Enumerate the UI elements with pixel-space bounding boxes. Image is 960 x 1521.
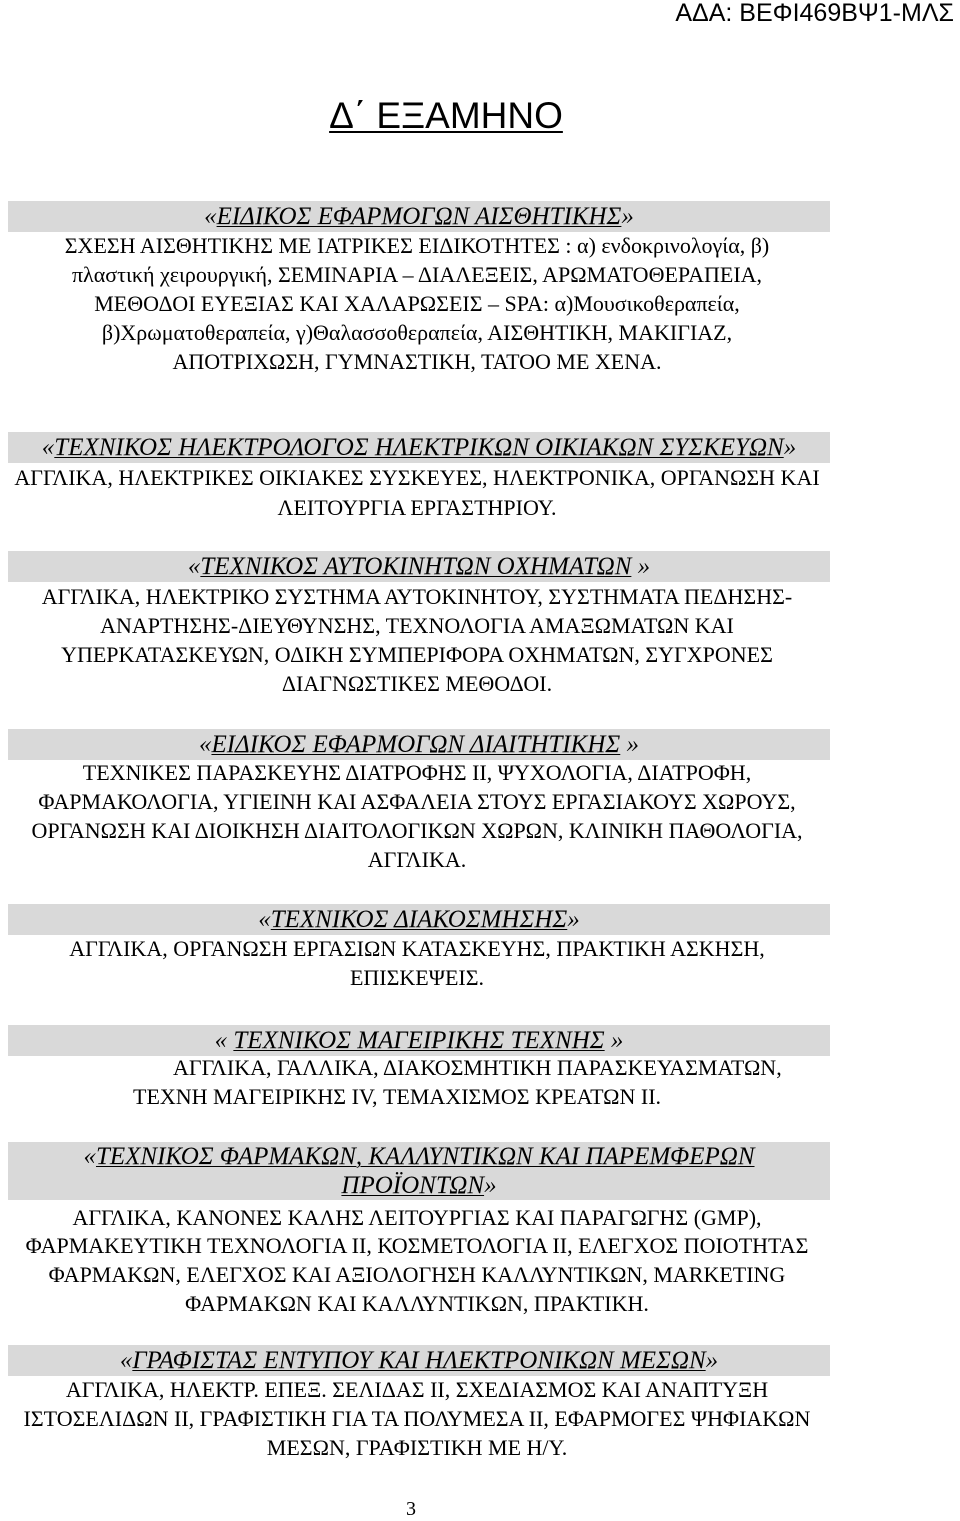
section-title: ΤΕΧΝΙΚΟΣ ΦΑΡΜΑΚΩΝ, ΚΑΛΛΥΝΤΙΚΩΝ ΚΑΙ ΠΑΡΕΜΦΕΡΩΝ <box>95 1143 755 1170</box>
course-line: ΑΓΓΛΙΚΑ, ΗΛΕΚΤΡΙΚΕΣ ΟΙΚΙΑΚΕΣ ΣΥΣΚΕΥΕΣ, ΗΛΕΚΤΡΟΝΙΚΑ, ΟΡΓΑΝΩΣΗ ΚΑΙ <box>14 465 820 490</box>
section-title: ΤΕΧΝΙΚΟΣ ΗΛΕΚΤΡΟΛΟΓΟΣ ΗΛΕΚΤΡΙΚΩΝ ΟΙΚΙΑΚΩΝ ΣΥΣΚΕΥΩΝ <box>54 434 784 461</box>
course-line: ΦΑΡΜΑΚΟΛΟΓΙΑ, ΥΓΙΕΙΝΗ ΚΑΙ ΑΣΦΑΛΕΙΑ ΣΤΟΥΣ ΕΡΓΑΣΙΑΚΟΥΣ ΧΩΡΟΥΣ, <box>38 789 796 814</box>
page-number: 3 <box>406 1498 416 1520</box>
section-title: ΤΕΧΝΙΚΟΣ ΔΙΑΚΟΣΜΗΣΗΣ <box>270 906 568 933</box>
section-header <box>8 1345 830 1376</box>
course-line: ΦΑΡΜΑΚΕΥΤΙΚΗ ΤΕΧΝΟΛΟΓΙΑ ΙΙ, ΚΟΣΜΕΤΟΛΟΓΙΑ ΙΙ, ΕΛΕΓΧΟΣ ΠΟΙΟΤΗΤΑΣ <box>25 1233 809 1258</box>
course-line: ΥΠΕΡΚΑΤΑΣΚΕΥΩΝ, ΟΔΙΚΗ ΣΥΜΠΕΡΙΦΟΡΑ ΟΧΗΜΑΤΩΝ, ΣΥΓΧΡΟΝΕΣ <box>61 642 773 667</box>
section-title: ΕΙΔΙΚΟΣ ΕΦΑΡΜΟΓΩΝ ΑΙΣΘΗΤΙΚΗΣ <box>216 203 622 230</box>
close-quote: » <box>621 203 634 230</box>
close-quote: » <box>620 731 640 758</box>
section-header <box>8 201 830 232</box>
course-line: πλαστική χειρουργική, ΣΕΜΙΝΑΡΙΑ – ΔΙΑΛΕΞΕΙΣ, ΑΡΩΜΑΤΟΘΕΡΑΠΕΙΑ, <box>71 262 763 287</box>
section-title: ΕΙΔΙΚΟΣ ΕΦΑΡΜΟΓΩΝ ΔΙΑΙΤΗΤΙΚΗΣ <box>211 731 621 758</box>
section-header-line <box>8 432 830 463</box>
open-quote: « <box>187 553 201 580</box>
course-line: ΑΓΓΛΙΚΑ, ΓΑΛΛΙΚΑ, ΔΙΑΚΟΣΜΗΤΙΚΗ ΠΑΡΑΣΚΕΥΑΣΜΑΤΩΝ, <box>173 1055 782 1080</box>
course-line: ΑΓΓΛΙΚΑ, ΟΡΓΑΝΩΣΗ ΕΡΓΑΣΙΩΝ ΚΑΤΑΣΚΕΥΗΣ, ΠΡΑΚΤΙΚΗ ΑΣΚΗΣΗ, <box>69 936 765 961</box>
course-line: ΑΠΟΤΡΙΧΩΣΗ, ΓΥΜΝΑΣΤΙΚΗ, ΤΑΤΟΟ ΜΕ ΧΕΝΑ. <box>172 349 662 374</box>
course-line: ΣΧΕΣΗ ΑΙΣΘΗΤΙΚΗΣ ΜΕ ΙΑΤΡΙΚΕΣ ΕΙΔΙΚΟΤΗΤΕΣ : α) ενδοκρινολογία, β) <box>64 233 770 258</box>
open-quote: « <box>41 434 55 461</box>
section-header <box>8 729 830 760</box>
section-title: ΓΡΑΦΙΣΤΑΣ ΕΝΤΥΠΟΥ ΚΑΙ ΗΛΕΚΤΡΟΝΙΚΩΝ ΜΕΣΩΝ <box>132 1347 706 1374</box>
course-line: ΑΓΓΛΙΚΑ. <box>367 847 467 872</box>
section-title-continued: ΠΡΟΪΟΝΤΩΝ <box>341 1172 485 1199</box>
section-header <box>8 551 830 582</box>
ada-code: ΑΔΑ: ΒΕΦΙ469ΒΨ1-ΜΛΣ <box>675 0 954 27</box>
course-line: ΔΙΑΓΝΩΣΤΙΚΕΣ ΜΕΘΟΔΟΙ. <box>281 671 553 696</box>
section-header-line <box>8 551 830 582</box>
open-quote: « <box>119 1347 133 1374</box>
course-line: ΤΕΧΝΙΚΕΣ ΠΑΡΑΣΚΕΥΗΣ ΔΙΑΤΡΟΦΗΣ ΙΙ, ΨΥΧΟΛΟΓΙΑ, ΔΙΑΤΡΟΦΗ, <box>82 760 752 785</box>
section-header-line <box>8 201 830 232</box>
course-line: ΜΕΘΟΔΟΙ ΕΥΕΞΙΑΣ ΚΑΙ ΧΑΛΑΡΩΣΕΙΣ – SPA: α)Μουσικοθεραπεία, <box>94 291 740 316</box>
course-line: ΜΕΣΩΝ, ΓΡΑΦΙΣΤΙΚΗ ΜΕ Η/Υ. <box>266 1435 568 1460</box>
course-line: ΕΠΙΣΚΕΨΕΙΣ. <box>349 965 485 990</box>
course-line: ΑΓΓΛΙΚΑ, ΗΛΕΚΤΡ. ΕΠΕΞ. ΣΕΛΙΔΑΣ ΙΙ, ΣΧΕΔΙΑΣΜΟΣ ΚΑΙ ΑΝΑΠΤΥΞΗ <box>65 1377 769 1402</box>
close-quote: » <box>567 906 580 933</box>
open-quote: « <box>198 731 212 758</box>
page-title <box>0 95 892 137</box>
course-line: ΙΣΤΟΣΕΛΙΔΩΝ ΙΙ, ΓΡΑΦΙΣΤΙΚΗ ΓΙΑ ΤΑ ΠΟΛΥΜΕΣΑ ΙΙ, ΕΦΑΡΜΟΓΕΣ ΨΗΦΙΑΚΩΝ <box>23 1406 811 1431</box>
section-title: ΤΕΧΝΙΚΟΣ ΑΥΤΟΚΙΝΗΤΩΝ ΟΧΗΜΑΤΩΝ <box>200 553 632 580</box>
section-header <box>8 904 830 935</box>
close-quote: » <box>604 1027 624 1054</box>
close-quote: » <box>705 1347 719 1374</box>
course-line: ΦΑΡΜΑΚΩΝ ΚΑΙ ΚΑΛΛΥΝΤΙΚΩΝ, ΠΡΑΚΤΙΚΗ. <box>185 1291 649 1316</box>
course-line: ΑΝΑΡΤΗΣΗΣ-ΔΙΕΥΘΥΝΣΗΣ, ΤΕΧΝΟΛΟΓΙΑ ΑΜΑΞΩΜΑΤΩΝ ΚΑΙ <box>100 613 734 638</box>
section-header <box>8 1025 830 1056</box>
open-quote: « <box>83 1143 96 1170</box>
section-header-line <box>8 1171 830 1200</box>
section-title: ΤΕΧΝΙΚΟΣ ΜΑΓΕΙΡΙΚΗΣ ΤΕΧΝΗΣ <box>233 1027 605 1054</box>
course-line: β)Χρωματοθεραπεία, γ)Θαλασσοθεραπεία, ΑΙΣΘΗΤΙΚΗ, ΜΑΚΙΓΙΑΖ, <box>101 320 733 345</box>
course-line: ΑΓΓΛΙΚΑ, ΚΑΝΟΝΕΣ ΚΑΛΗΣ ΛΕΙΤΟΥΡΓΙΑΣ ΚΑΙ ΠΑΡΑΓΩΓΗΣ (GMP), <box>72 1205 762 1230</box>
section-header-line <box>8 729 830 760</box>
course-line: ΦΑΡΜΑΚΩΝ, ΕΛΕΓΧΟΣ ΚΑΙ ΑΞΙΟΛΟΓΗΣΗ ΚΑΛΛΥΝΤΙΚΩΝ, MARKETING <box>48 1262 786 1287</box>
section-header <box>8 432 830 463</box>
open-quote: « <box>214 1027 234 1054</box>
course-line: ΑΓΓΛΙΚΑ, ΗΛΕΚΤΡΙΚΟ ΣΥΣΤΗΜΑ ΑΥΤΟΚΙΝΗΤΟΥ, ΣΥΣΤΗΜΑΤΑ ΠΕΔΗΣΗΣ- <box>41 584 793 609</box>
page-title-text: Δ΄ ΕΞΑΜΗΝΟ <box>329 95 563 136</box>
close-quote: » <box>484 1172 497 1199</box>
open-quote: « <box>204 203 217 230</box>
course-line: ΟΡΓΑΝΩΣΗ ΚΑΙ ΔΙΟΙΚΗΣΗ ΔΙΑΙΤΟΛΟΓΙΚΩΝ ΧΩΡΩΝ, ΚΛΙΝΙΚΗ ΠΑΘΟΛΟΓΙΑ, <box>31 818 803 843</box>
course-line: ΤΕΧΝΗ ΜΑΓΕΙΡΙΚΗΣ IV, ΤΕΜΑΧΙΣΜΟΣ ΚΡΕΑΤΩΝ ΙΙ. <box>133 1084 662 1109</box>
section-header <box>8 1142 830 1200</box>
section-header-line <box>8 1142 830 1171</box>
close-quote: » <box>631 553 651 580</box>
section-header-line <box>8 904 830 935</box>
open-quote: « <box>258 906 271 933</box>
section-header-line <box>8 1025 830 1056</box>
section-header-line <box>8 1345 830 1376</box>
course-line: ΛΕΙΤΟΥΡΓΙΑ ΕΡΓΑΣΤΗΡΙΟΥ. <box>277 495 557 520</box>
close-quote: » <box>783 434 797 461</box>
